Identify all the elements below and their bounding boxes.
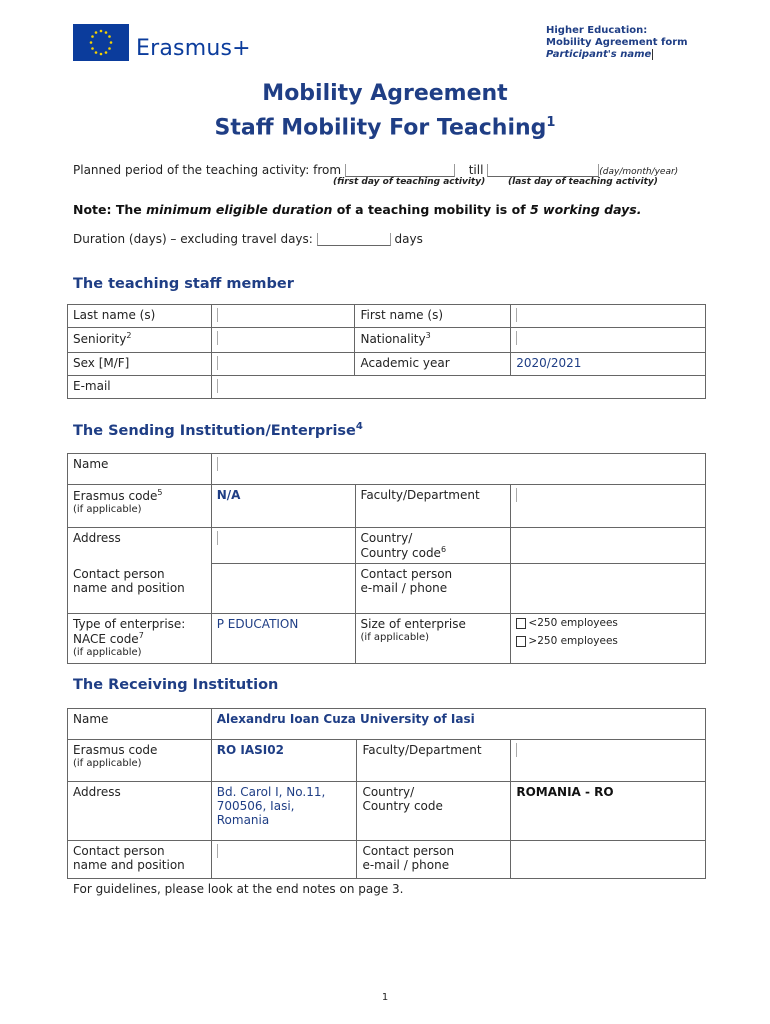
document-subtitle: Staff Mobility For Teaching$^1$: [214, 115, 556, 141]
sending-erasmus-code-value[interactable]: N/A: [211, 485, 355, 528]
sending-erasmus-code-label: Erasmus code$^5$ (if applicable): [68, 485, 212, 528]
receiving-erasmus-code-label: Erasmus code (if applicable): [68, 740, 212, 782]
header-line-1: Higher Education:: [546, 25, 648, 36]
receiving-country-label: Country/ Country code: [357, 782, 511, 841]
receiving-contact-name-input[interactable]: [211, 841, 357, 879]
sending-name-label: Name: [68, 454, 212, 485]
duration-label: Duration (days) – excluding travel days:: [73, 232, 313, 246]
receiving-table: [67, 708, 706, 879]
email-input[interactable]: [211, 376, 705, 399]
sending-contact-name-input[interactable]: [211, 564, 355, 614]
academic-year-value[interactable]: 2020/2021: [511, 353, 706, 376]
date-format-hint: (day/month/year): [599, 167, 679, 177]
planned-period-row: [73, 163, 678, 177]
nationality-input[interactable]: [511, 328, 706, 353]
receiving-contact-email-label: Contact person e-mail / phone: [357, 841, 511, 879]
guidelines-note: For guidelines, please look at the end notes on page 3.: [73, 882, 404, 896]
section-heading-receiving: The Receiving Institution: [73, 677, 279, 693]
seniority-input[interactable]: [211, 328, 355, 353]
last-name-label: Last name (s): [68, 305, 212, 328]
page-number: 1: [381, 992, 389, 1003]
staff-table: [67, 304, 706, 399]
enterprise-type-label: Type of enterprise: NACE code$^7$ (if applicable): [68, 614, 212, 664]
erasmus-plus-logo-text: Erasmus+: [136, 36, 251, 61]
academic-year-label: Academic year: [355, 353, 511, 376]
sending-contact-email-label: Contact person e-mail / phone: [355, 564, 511, 614]
planned-period-label: Planned period of the teaching activity: from: [73, 163, 342, 177]
minimum-duration-note: Note: The minimum eligible duration of a teaching mobility is of 5 working days.: [73, 202, 642, 217]
participant-name-field[interactable]: Participant's name: [546, 49, 652, 60]
sending-address-input[interactable]: [211, 528, 355, 564]
sending-name-input[interactable]: [211, 454, 705, 485]
sending-contact-name-label: Contact person name and position: [68, 564, 212, 614]
sending-faculty-label: Faculty/Department: [355, 485, 511, 528]
first-name-input[interactable]: [511, 305, 706, 328]
till-label: till: [468, 163, 484, 177]
enterprise-size-options: [511, 614, 706, 664]
sending-contact-email-input[interactable]: [511, 564, 706, 614]
receiving-contact-name-label: Contact person name and position: [68, 841, 212, 879]
receiving-country-value[interactable]: ROMANIA - RO: [511, 782, 706, 841]
from-hint: (first day of teaching activity): [333, 177, 486, 187]
receiving-faculty-input[interactable]: [511, 740, 706, 782]
period-from-input[interactable]: [345, 164, 455, 177]
size-option-large[interactable]: >250 employees: [516, 635, 700, 647]
sending-country-input[interactable]: [511, 528, 706, 564]
period-till-input[interactable]: [487, 164, 599, 177]
duration-unit: days: [394, 232, 423, 246]
till-hint: (last day of teaching activity): [508, 177, 658, 187]
sending-table: [67, 453, 706, 664]
eu-flag-logo: [73, 24, 129, 61]
section-heading-staff: The teaching staff member: [73, 276, 294, 292]
receiving-address-value[interactable]: Bd. Carol I, No.11, 700506, Iasi, Romania: [211, 782, 357, 841]
checkbox-large[interactable]: [516, 636, 526, 647]
receiving-erasmus-code-value[interactable]: RO IASI02: [211, 740, 357, 782]
receiving-name-value[interactable]: Alexandru Ioan Cuza University of Iasi: [211, 709, 705, 740]
enterprise-size-label: Size of enterprise (if applicable): [355, 614, 511, 664]
document-title: Mobility Agreement: [262, 81, 508, 106]
first-name-label: First name (s): [355, 305, 511, 328]
receiving-faculty-label: Faculty/Department: [357, 740, 511, 782]
nationality-label: Nationality$^3$: [355, 328, 511, 353]
section-heading-sending: The Sending Institution/Enterprise$^4$: [73, 421, 363, 439]
receiving-contact-email-input[interactable]: [511, 841, 706, 879]
duration-row: [73, 232, 423, 246]
sex-input[interactable]: [211, 353, 355, 376]
last-name-input[interactable]: [211, 305, 355, 328]
enterprise-type-value[interactable]: P EDUCATION: [211, 614, 355, 664]
receiving-name-label: Name: [68, 709, 212, 740]
seniority-label: Seniority$^2$: [68, 328, 212, 353]
checkbox-small[interactable]: [516, 618, 526, 629]
email-label: E-mail: [68, 376, 212, 399]
duration-input[interactable]: [317, 233, 391, 246]
sending-country-label: Country/ Country code$^6$: [355, 528, 511, 564]
sending-faculty-input[interactable]: [511, 485, 706, 528]
sex-label: Sex [M/F]: [68, 353, 212, 376]
header-line-2: Mobility Agreement form: [546, 37, 688, 48]
sending-address-label: Address: [68, 528, 212, 564]
size-option-small[interactable]: <250 employees: [516, 617, 700, 629]
receiving-address-label: Address: [68, 782, 212, 841]
header-info: [546, 25, 688, 61]
